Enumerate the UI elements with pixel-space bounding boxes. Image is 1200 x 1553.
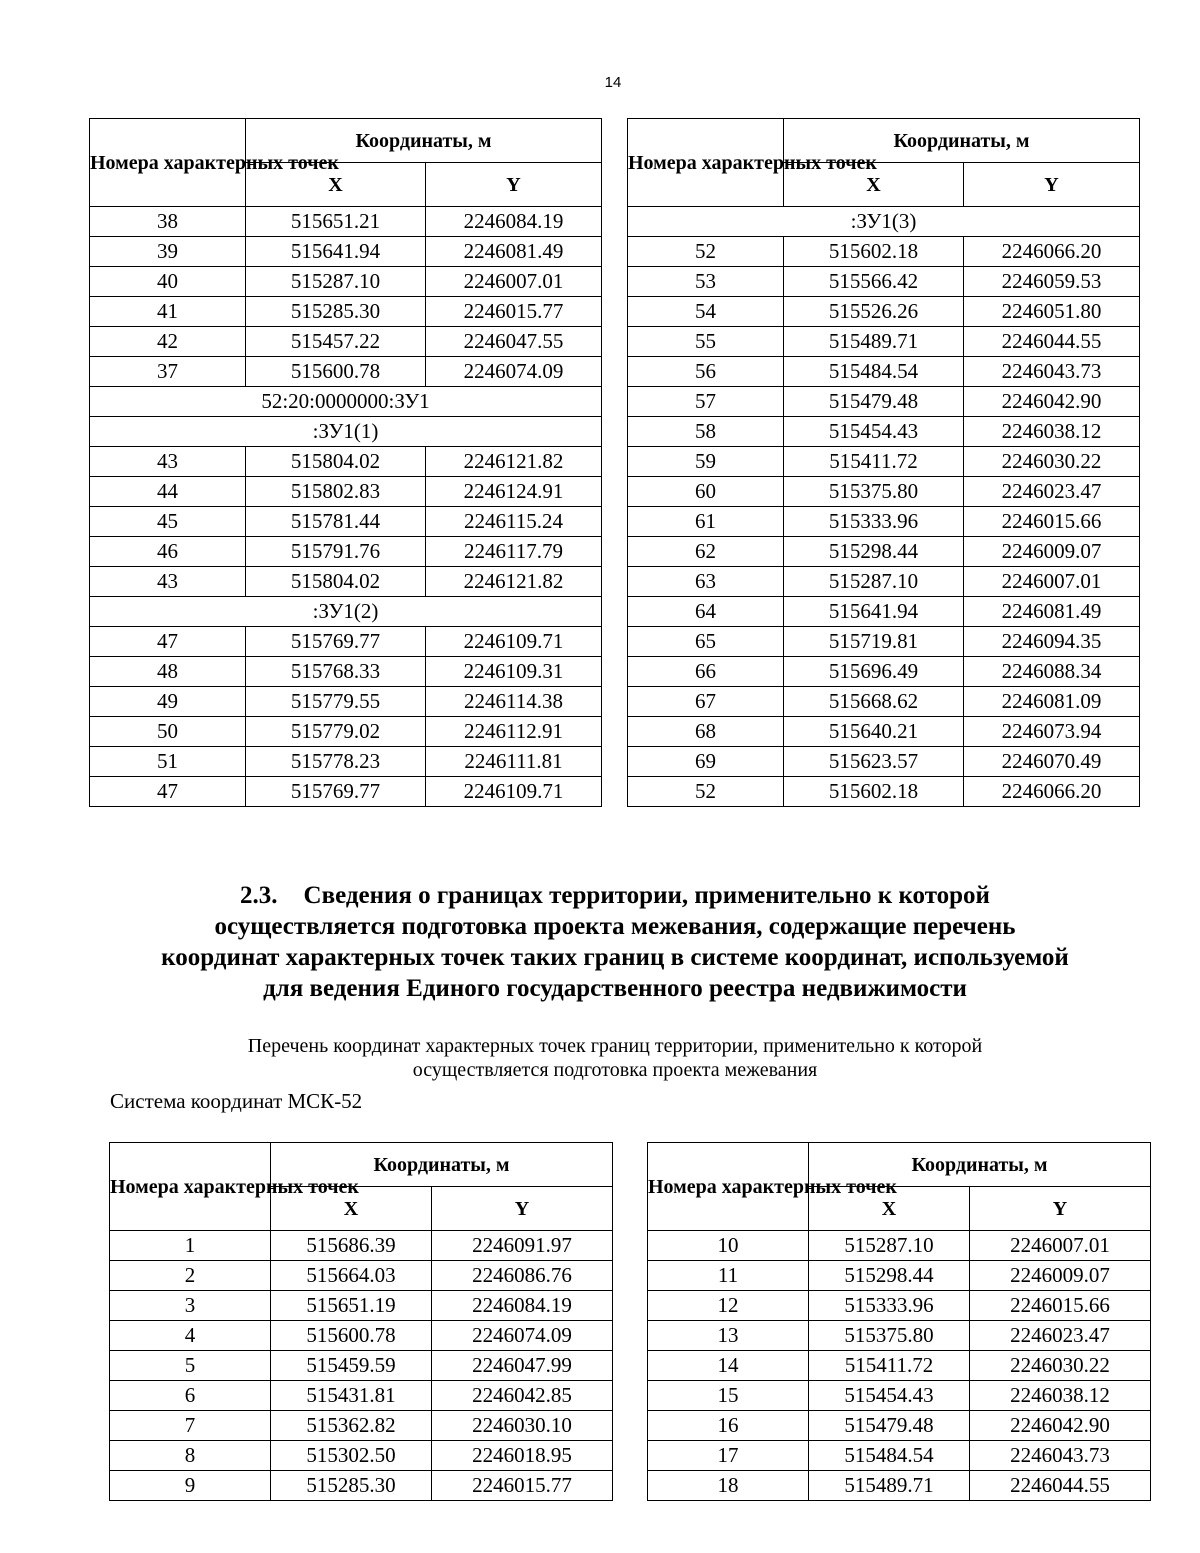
point-number: 16 (648, 1411, 809, 1441)
point-number: 47 (90, 777, 246, 807)
table-row (110, 1291, 613, 1321)
point-number: 14 (648, 1351, 809, 1381)
x-coordinate: 515802.83 (246, 477, 426, 507)
header-coords: Координаты, м (809, 1143, 1151, 1187)
y-coordinate: 2246030.10 (432, 1411, 613, 1441)
x-coordinate: 515768.33 (246, 657, 426, 687)
x-coordinate: 515333.96 (784, 507, 964, 537)
coordinates-table-2 (627, 118, 1140, 807)
x-coordinate: 515602.18 (784, 237, 964, 267)
page-number: 14 (604, 74, 622, 91)
point-number: 66 (628, 657, 784, 687)
point-number: 40 (90, 267, 246, 297)
x-coordinate: 515484.54 (784, 357, 964, 387)
caption-line-1: Перечень координат характерных точек границ территории, применительно к которой (247, 1035, 983, 1057)
y-coordinate: 2246059.53 (964, 267, 1140, 297)
header-x: X (246, 163, 426, 207)
x-coordinate: 515791.76 (246, 537, 426, 567)
point-number: 8 (110, 1441, 271, 1471)
y-coordinate: 2246091.97 (432, 1231, 613, 1261)
point-number: 50 (90, 717, 246, 747)
group-row (90, 417, 602, 447)
x-coordinate: 515640.21 (784, 717, 964, 747)
table-row (110, 1471, 613, 1501)
x-coordinate: 515526.26 (784, 297, 964, 327)
x-coordinate: 515431.81 (271, 1381, 432, 1411)
table-row (90, 507, 602, 537)
table-row (90, 567, 602, 597)
header-points: Номера характерных точек (90, 119, 246, 207)
table-row (90, 207, 602, 237)
table-row (90, 447, 602, 477)
point-number: 53 (628, 267, 784, 297)
list-caption (110, 1034, 1120, 1082)
point-number: 58 (628, 417, 784, 447)
x-coordinate: 515298.44 (784, 537, 964, 567)
point-number: 54 (628, 297, 784, 327)
group-label: :ЗУ1(3) (628, 207, 1140, 237)
table-row (648, 1261, 1151, 1291)
x-coordinate: 515302.50 (271, 1441, 432, 1471)
x-coordinate: 515804.02 (246, 567, 426, 597)
section-heading (60, 880, 1170, 1004)
header-y: Y (970, 1187, 1151, 1231)
y-coordinate: 2246117.79 (426, 537, 602, 567)
y-coordinate: 2246018.95 (432, 1441, 613, 1471)
x-coordinate: 515333.96 (809, 1291, 970, 1321)
y-coordinate: 2246047.99 (432, 1351, 613, 1381)
point-number: 3 (110, 1291, 271, 1321)
group-row (90, 597, 602, 627)
x-coordinate: 515602.18 (784, 777, 964, 807)
y-coordinate: 2246042.85 (432, 1381, 613, 1411)
group-label: :ЗУ1(2) (90, 597, 602, 627)
x-coordinate: 515651.19 (271, 1291, 432, 1321)
x-coordinate: 515287.10 (809, 1231, 970, 1261)
coordinates-table-4 (647, 1142, 1151, 1501)
x-coordinate: 515769.77 (246, 777, 426, 807)
y-coordinate: 2246009.07 (964, 537, 1140, 567)
point-number: 9 (110, 1471, 271, 1501)
table-row (90, 537, 602, 567)
header-coords: Координаты, м (246, 119, 602, 163)
x-coordinate: 515719.81 (784, 627, 964, 657)
point-number: 67 (628, 687, 784, 717)
y-coordinate: 2246030.22 (964, 447, 1140, 477)
x-coordinate: 515411.72 (809, 1351, 970, 1381)
point-number: 55 (628, 327, 784, 357)
y-coordinate: 2246015.77 (432, 1471, 613, 1501)
y-coordinate: 2246047.55 (426, 327, 602, 357)
table-row (628, 687, 1140, 717)
header-x: X (809, 1187, 970, 1231)
table-row (90, 297, 602, 327)
point-number: 42 (90, 327, 246, 357)
x-coordinate: 515287.10 (246, 267, 426, 297)
y-coordinate: 2246084.19 (426, 207, 602, 237)
x-coordinate: 515566.42 (784, 267, 964, 297)
table-row (90, 657, 602, 687)
x-coordinate: 515285.30 (246, 297, 426, 327)
y-coordinate: 2246094.35 (964, 627, 1140, 657)
x-coordinate: 515600.78 (246, 357, 426, 387)
point-number: 37 (90, 357, 246, 387)
y-coordinate: 2246086.76 (432, 1261, 613, 1291)
y-coordinate: 2246007.01 (426, 267, 602, 297)
point-number: 5 (110, 1351, 271, 1381)
table-row (628, 717, 1140, 747)
x-coordinate: 515686.39 (271, 1231, 432, 1261)
point-number: 64 (628, 597, 784, 627)
table-row (90, 747, 602, 777)
table-row (110, 1411, 613, 1441)
y-coordinate: 2246007.01 (964, 567, 1140, 597)
table-row (90, 777, 602, 807)
x-coordinate: 515804.02 (246, 447, 426, 477)
y-coordinate: 2246038.12 (964, 417, 1140, 447)
y-coordinate: 2246109.31 (426, 657, 602, 687)
y-coordinate: 2246121.82 (426, 447, 602, 477)
x-coordinate: 515484.54 (809, 1441, 970, 1471)
point-number: 52 (628, 777, 784, 807)
y-coordinate: 2246066.20 (964, 777, 1140, 807)
section-title-line-4: для ведения Единого государственного реестра недвижимости (263, 975, 967, 1002)
point-number: 63 (628, 567, 784, 597)
section-number: 2.3. (240, 882, 278, 909)
point-number: 49 (90, 687, 246, 717)
y-coordinate: 2246109.71 (426, 777, 602, 807)
point-number: 61 (628, 507, 784, 537)
group-label: :ЗУ1(1) (90, 417, 602, 447)
point-number: 2 (110, 1261, 271, 1291)
y-coordinate: 2246038.12 (970, 1381, 1151, 1411)
point-number: 56 (628, 357, 784, 387)
y-coordinate: 2246007.01 (970, 1231, 1151, 1261)
y-coordinate: 2246015.77 (426, 297, 602, 327)
point-number: 48 (90, 657, 246, 687)
x-coordinate: 515479.48 (809, 1411, 970, 1441)
table-row (628, 447, 1140, 477)
point-number: 51 (90, 747, 246, 777)
x-coordinate: 515641.94 (784, 597, 964, 627)
table-row (90, 717, 602, 747)
table-row (628, 417, 1140, 447)
x-coordinate: 515668.62 (784, 687, 964, 717)
coordinates-table-3 (109, 1142, 613, 1501)
x-coordinate: 515459.59 (271, 1351, 432, 1381)
x-coordinate: 515411.72 (784, 447, 964, 477)
x-coordinate: 515362.82 (271, 1411, 432, 1441)
point-number: 62 (628, 537, 784, 567)
y-coordinate: 2246070.49 (964, 747, 1140, 777)
point-number: 41 (90, 297, 246, 327)
y-coordinate: 2246009.07 (970, 1261, 1151, 1291)
x-coordinate: 515778.23 (246, 747, 426, 777)
table-row (648, 1381, 1151, 1411)
table-row (628, 387, 1140, 417)
x-coordinate: 515298.44 (809, 1261, 970, 1291)
table-row (110, 1381, 613, 1411)
y-coordinate: 2246114.38 (426, 687, 602, 717)
group-row (628, 207, 1140, 237)
table-row (90, 477, 602, 507)
point-number: 6 (110, 1381, 271, 1411)
point-number: 69 (628, 747, 784, 777)
table-row (628, 297, 1140, 327)
table-row (648, 1351, 1151, 1381)
y-coordinate: 2246044.55 (964, 327, 1140, 357)
x-coordinate: 515454.43 (784, 417, 964, 447)
point-number: 44 (90, 477, 246, 507)
x-coordinate: 515651.21 (246, 207, 426, 237)
y-coordinate: 2246081.49 (426, 237, 602, 267)
table-row (628, 747, 1140, 777)
header-coords: Координаты, м (271, 1143, 613, 1187)
y-coordinate: 2246044.55 (970, 1471, 1151, 1501)
table-row (648, 1411, 1151, 1441)
table-row (628, 597, 1140, 627)
table-row (628, 477, 1140, 507)
section-title-line-1: Сведения о границах территории, применительно к которой (303, 882, 990, 909)
x-coordinate: 515641.94 (246, 237, 426, 267)
y-coordinate: 2246115.24 (426, 507, 602, 537)
point-number: 68 (628, 717, 784, 747)
x-coordinate: 515285.30 (271, 1471, 432, 1501)
x-coordinate: 515375.80 (809, 1321, 970, 1351)
point-number: 47 (90, 627, 246, 657)
point-number: 13 (648, 1321, 809, 1351)
section-title-line-3: координат характерных точек таких границ в системе координат, используемой (161, 944, 1069, 971)
point-number: 7 (110, 1411, 271, 1441)
y-coordinate: 2246023.47 (970, 1321, 1151, 1351)
y-coordinate: 2246088.34 (964, 657, 1140, 687)
table-row (628, 237, 1140, 267)
group-row (90, 387, 602, 417)
header-points: Номера характерных точек (648, 1143, 809, 1231)
header-points: Номера характерных точек (628, 119, 784, 207)
y-coordinate: 2246081.49 (964, 597, 1140, 627)
x-coordinate: 515479.48 (784, 387, 964, 417)
table-row (628, 537, 1140, 567)
table-row (110, 1351, 613, 1381)
table-row (628, 357, 1140, 387)
point-number: 45 (90, 507, 246, 537)
table-row (90, 627, 602, 657)
y-coordinate: 2246043.73 (970, 1441, 1151, 1471)
x-coordinate: 515779.55 (246, 687, 426, 717)
point-number: 39 (90, 237, 246, 267)
point-number: 12 (648, 1291, 809, 1321)
table-row (110, 1261, 613, 1291)
x-coordinate: 515457.22 (246, 327, 426, 357)
table-row (628, 657, 1140, 687)
point-number: 43 (90, 447, 246, 477)
point-number: 18 (648, 1471, 809, 1501)
x-coordinate: 515623.57 (784, 747, 964, 777)
header-y: Y (432, 1187, 613, 1231)
table-row (648, 1231, 1151, 1261)
table-row (648, 1471, 1151, 1501)
y-coordinate: 2246015.66 (970, 1291, 1151, 1321)
point-number: 65 (628, 627, 784, 657)
point-number: 52 (628, 237, 784, 267)
table-row (90, 237, 602, 267)
y-coordinate: 2246121.82 (426, 567, 602, 597)
caption-line-2: осуществляется подготовка проекта межевания (412, 1059, 818, 1081)
x-coordinate: 515287.10 (784, 567, 964, 597)
table-row (110, 1441, 613, 1471)
point-number: 60 (628, 477, 784, 507)
point-number: 4 (110, 1321, 271, 1351)
table-row (648, 1321, 1151, 1351)
y-coordinate: 2246042.90 (970, 1411, 1151, 1441)
point-number: 11 (648, 1261, 809, 1291)
table-row (648, 1441, 1151, 1471)
section-title-line-2: осуществляется подготовка проекта межевания, содержащие перечень (214, 913, 1016, 940)
table-row (628, 327, 1140, 357)
y-coordinate: 2246074.09 (426, 357, 602, 387)
header-y: Y (426, 163, 602, 207)
table-row (90, 327, 602, 357)
table-row (110, 1321, 613, 1351)
point-number: 59 (628, 447, 784, 477)
section-heading-line (60, 880, 1170, 911)
x-coordinate: 515769.77 (246, 627, 426, 657)
header-x: X (271, 1187, 432, 1231)
x-coordinate: 515454.43 (809, 1381, 970, 1411)
y-coordinate: 2246084.19 (432, 1291, 613, 1321)
header-y: Y (964, 163, 1140, 207)
point-number: 38 (90, 207, 246, 237)
point-number: 46 (90, 537, 246, 567)
coordinate-system-label: Система координат МСК-52 (110, 1089, 363, 1113)
y-coordinate: 2246111.81 (426, 747, 602, 777)
point-number: 15 (648, 1381, 809, 1411)
group-label: 52:20:0000000:ЗУ1 (90, 387, 602, 417)
header-coords: Координаты, м (784, 119, 1140, 163)
y-coordinate: 2246030.22 (970, 1351, 1151, 1381)
y-coordinate: 2246112.91 (426, 717, 602, 747)
x-coordinate: 515600.78 (271, 1321, 432, 1351)
table-row (628, 507, 1140, 537)
table-row (90, 687, 602, 717)
table-row (628, 267, 1140, 297)
point-number: 1 (110, 1231, 271, 1261)
table-row (90, 357, 602, 387)
y-coordinate: 2246073.94 (964, 717, 1140, 747)
y-coordinate: 2246043.73 (964, 357, 1140, 387)
table-row (90, 267, 602, 297)
table-row (628, 567, 1140, 597)
x-coordinate: 515375.80 (784, 477, 964, 507)
y-coordinate: 2246074.09 (432, 1321, 613, 1351)
point-number: 10 (648, 1231, 809, 1261)
y-coordinate: 2246023.47 (964, 477, 1140, 507)
point-number: 17 (648, 1441, 809, 1471)
point-number: 43 (90, 567, 246, 597)
y-coordinate: 2246015.66 (964, 507, 1140, 537)
x-coordinate: 515664.03 (271, 1261, 432, 1291)
x-coordinate: 515489.71 (809, 1471, 970, 1501)
y-coordinate: 2246081.09 (964, 687, 1140, 717)
y-coordinate: 2246051.80 (964, 297, 1140, 327)
x-coordinate: 515779.02 (246, 717, 426, 747)
header-points: Номера характерных точек (110, 1143, 271, 1231)
table-row (628, 627, 1140, 657)
x-coordinate: 515696.49 (784, 657, 964, 687)
table-row (110, 1231, 613, 1261)
point-number: 57 (628, 387, 784, 417)
x-coordinate: 515489.71 (784, 327, 964, 357)
x-coordinate: 515781.44 (246, 507, 426, 537)
y-coordinate: 2246109.71 (426, 627, 602, 657)
table-row (648, 1291, 1151, 1321)
y-coordinate: 2246066.20 (964, 237, 1140, 267)
coordinates-table-1 (89, 118, 602, 807)
y-coordinate: 2246042.90 (964, 387, 1140, 417)
y-coordinate: 2246124.91 (426, 477, 602, 507)
table-row (628, 777, 1140, 807)
header-x: X (784, 163, 964, 207)
